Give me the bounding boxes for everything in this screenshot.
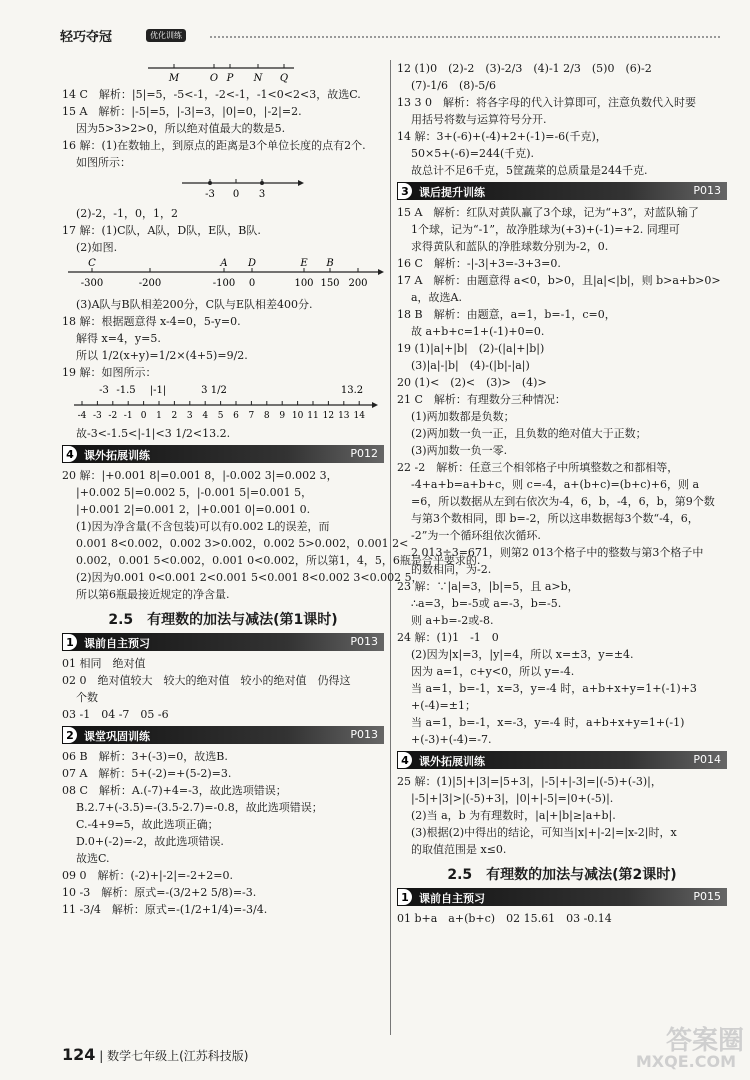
answer-line: 13 3 0 解析：将各字母的代入计算即可，注意负数代入时要 (397, 96, 696, 109)
section-number: 1 (397, 888, 413, 906)
answer-line: (3)|a|-|b| (4)-(|b|-|a|) (411, 359, 530, 372)
nl19-tick-label: -3 (93, 411, 102, 421)
answer-line: 18 B 解析：由题意，a=1，b=-1，c=0， (397, 308, 616, 321)
nl16-label: -3 (205, 189, 215, 200)
nl-label-m: M (168, 73, 180, 84)
answer-line: 16 C 解析：-|-3|+3=-3+3=0. (397, 257, 561, 270)
section-page: P014 (693, 753, 721, 766)
nl19-tick-label: -4 (77, 411, 87, 421)
answer-line: (2)两加数一负一正，且负数的绝对值大于正数； (411, 427, 647, 440)
answer-line: (2)因为|x|=3，|y|=4，所以 x=±3，y=±4. (411, 648, 634, 661)
nl17-team: D (247, 258, 257, 269)
answer-line: 15 A 解析：|-5|=5，|-3|=3，|0|=0，|-2|=2. (62, 105, 302, 118)
answer-line: -2”为一个循环组依次循环. (411, 529, 541, 542)
answer-line: (7)-1/6 (8)-5/6 (411, 79, 497, 92)
section-number: 4 (397, 751, 413, 769)
answer-line: |+0.002 5|=0.002 5，|-0.001 5|=0.001 5， (76, 486, 313, 499)
answer-line: 当 a=1，b=-1，x=-3，y=-4 时，a+b+x+y=1+(-1) (411, 716, 685, 729)
answer-line: 14 C 解析：|5|=5，-5<-1，-2<-1，-1<0<2<3，故选C. (62, 88, 361, 101)
section-number: 3 (397, 182, 413, 200)
nl17-team: E (300, 258, 308, 269)
section-bar-classroom (62, 726, 384, 744)
nl19-point: 3 1/2 (201, 385, 227, 396)
answer-line: 20 解：|+0.001 8|=0.001 8，|-0.002 3|=0.002 3， (62, 469, 338, 482)
watermark-logo: 答案圈 (665, 1026, 744, 1056)
nl17-team: B (326, 258, 334, 269)
answer-line: 17 A 解析：由题意得 a<0，b>0，且|a|<|b|，则 b>a+b>0> (397, 274, 721, 287)
section-title: 课前自主预习 (84, 637, 150, 650)
answer-line: 21 C 解析：有理数分三种情况： (397, 393, 566, 406)
nl17-num: 0 (248, 278, 256, 289)
answer-line: (2)-2，-1，0，1，2 (76, 207, 179, 220)
brand-tag: 优化训练 (146, 29, 186, 42)
section-page: P013 (350, 728, 378, 741)
number-line-17 (62, 258, 384, 294)
answer-line: 20 (1)< (2)< (3)> (4)> (397, 376, 547, 389)
answer-line: 08 C 解析：A.(-7)+4=-3，故此选项错误； (62, 784, 287, 797)
book-title: 数学七年级上(江苏科技版) (107, 1049, 249, 1063)
nl19-tick-label: 1 (156, 411, 162, 421)
header-rule (210, 36, 720, 38)
answer-line: 09 0 解析：(-2)+|-2|=-2+2=0. (62, 869, 233, 882)
answer-line: 所以第6瓶最接近规定的净含量. (76, 588, 230, 601)
answer-line: 22 -2 解析：任意三个相邻格子中所填整数之和都相等， (397, 461, 679, 474)
answer-line: C.-4+9=5，故此选项正确； (76, 818, 219, 831)
answer-line: 0.002，0.001 5<0.002，0.001 0<0.002，所以第1，4，5，6瓶是合乎要求的. (76, 554, 481, 567)
nl19-point: -1.5 (116, 385, 136, 396)
answer-line: (2)因为0.001 0<0.001 2<0.001 5<0.001 8<0.002 3<0.002 5， (76, 571, 423, 584)
answer-line: 因为 a=1，c+y<0，所以 y=-4. (411, 665, 575, 678)
nl17-num: -300 (80, 278, 104, 289)
page-number: 124 (62, 1045, 96, 1064)
nl19-tick-label: 4 (202, 411, 209, 421)
section-title: 课外拓展训练 (419, 755, 485, 768)
number-line-16 (62, 173, 384, 203)
nl19-tick-label: 12 (322, 411, 335, 421)
section-bar-extension (62, 445, 384, 463)
lesson-title-2: 2.5 有理数的加法与减法(第2课时) (447, 867, 677, 883)
answer-line: (3)A队与B队相差200分，C队与E队相差400分. (76, 298, 313, 311)
answer-line: 故总计不足6千克，5筐蔬菜的总质量是244千克. (411, 164, 648, 177)
nl17-team: C (88, 258, 96, 269)
answer-line: 1个球，记为“-1”，故净胜球为(+3)+(-1)=+2. 同理可 (411, 223, 680, 236)
answer-line: (3)根据(2)中得出的结论，可知当|x|+|-2|=|x-2|时，x (411, 826, 677, 839)
section-page: P013 (693, 184, 721, 197)
answer-line: +(-4)=±1； (411, 699, 476, 712)
nl19-tick-label: -2 (108, 411, 118, 421)
answer-line: 17 解：(1)C队，A队，D队，E队，B队. (62, 224, 261, 237)
answer-line: 2 013÷3=671，则第2 013个格子中的整数与第3个格子中 (411, 546, 704, 559)
answer-line: 19 解：如图所示： (62, 366, 157, 379)
nl-label-o: O (209, 73, 219, 84)
answer-line: 解得 x=4，y=5. (76, 332, 161, 345)
section-page: P013 (350, 635, 378, 648)
nl19-tick-label: 9 (279, 411, 286, 421)
answer-line: 07 A 解析：5+(-2)=+(5-2)=3. (62, 767, 232, 780)
answer-line: 的取值范围是 x≤0. (411, 843, 507, 856)
section-page: P012 (350, 447, 378, 460)
page-footer: 124 | 数学七年级上(江苏科技版) (62, 1045, 249, 1064)
answer-line: 用括号将数与运算符号分开. (411, 113, 547, 126)
answer-line: 15 A 解析：红队对黄队赢了3个球，记为“+3”，对蓝队输了 (397, 206, 699, 219)
answer-line: 14 解：3+(-6)+(-4)+2+(-1)=-6(千克)， (397, 130, 607, 143)
answer-line: 10 -3 解析：原式=-(3/2+2 5/8)=-3. (62, 886, 257, 899)
nl17-team: A (220, 258, 228, 269)
nl19-tick-label: 2 (171, 411, 178, 421)
section-number: 2 (62, 726, 78, 744)
answer-line: ∴a=3，b=-5或 a=-3，b=-5. (411, 597, 562, 610)
section-bar-after-class (397, 182, 727, 200)
brand-logo: 轻巧夺冠 (60, 30, 113, 45)
right-column (397, 60, 727, 927)
lesson-title: 2.5 有理数的加法与减法(第1课时) (108, 612, 338, 628)
nl19-tick-label: 10 (291, 411, 304, 421)
answer-line: 与第3个数相同，即 b=-2，所以这串数据每3个数“-4，6， (411, 512, 699, 525)
answer-line: 的数相同，为-2. (411, 563, 492, 576)
nl16-label: 3 (258, 189, 266, 200)
nl17-num: 100 (294, 278, 314, 289)
answer-line: 50×5+(-6)=244(千克). (411, 147, 535, 160)
answer-line: 01 b+a a+(b+c) 02 15.61 03 -0.14 (397, 912, 612, 925)
answer-line: |-5|+|3|>|(-5)+3|，|0|+|-5|=|0+(-5)|. (411, 792, 614, 805)
answer-line: 因为5>3>2>0，所以绝对值最大的数是5. (76, 122, 286, 135)
answer-line: (2)如图. (76, 241, 118, 254)
answer-line: |+0.001 2|=0.001 2，|+0.001 0|=0.001 0. (76, 503, 311, 516)
section-page: P015 (693, 890, 721, 903)
answer-line: a，故选A. (411, 291, 462, 304)
answer-line: +(-3)+(-4)=-7. (411, 733, 492, 746)
section-number: 1 (62, 633, 78, 651)
answer-line: 02 0 绝对值较大 较大的绝对值 较小的绝对值 仍得这 (62, 674, 351, 687)
answer-line: =6，所以数据从左到右依次为-4，6，b，-4，6，b，第9个数 (411, 495, 715, 508)
section-title: 课堂巩固训练 (84, 730, 150, 743)
answer-line: -4+a+b=a+b+c，则 c=-4，a+(b+c)=(b+c)+6，则 a (411, 478, 700, 491)
answer-line: 18 解：根据题意得 x-4=0，5-y=0. (62, 315, 241, 328)
section-number: 4 (62, 445, 78, 463)
section-title: 课后提升训练 (419, 186, 485, 199)
section-bar-preview (62, 633, 384, 651)
nl19-tick-label: 13 (338, 411, 350, 421)
nl19-tick-label: 8 (263, 411, 270, 421)
answer-line: 19 (1)|a|+|b| (2)-(|a|+|b|) (397, 342, 545, 355)
answer-line: 03 -1 04 -7 05 -6 (62, 708, 169, 721)
answer-line: 25 解：(1)|5|+|3|=|5+3|，|-5|+|-3|=|(-5)+(-3)|， (397, 775, 662, 788)
nl19-point: -3 (99, 385, 109, 396)
nl17-num: 200 (348, 278, 368, 289)
answer-line: (1)因为净含量(不含包装)可以有0.002 L的误差，而 (76, 520, 330, 533)
nl19-tick-label: 14 (353, 411, 365, 421)
nl-label-n: N (253, 73, 263, 84)
nl19-tick-label: 11 (307, 411, 319, 421)
answer-line: 01 相同 绝对值 (62, 657, 146, 670)
watermark-url: MXQE.COM (635, 1052, 736, 1071)
answer-line: 24 解：(1)1 -1 0 (397, 631, 499, 644)
nl19-tick-label: 3 (186, 411, 193, 421)
answer-line: 0.001 8<0.002，0.002 3>0.002，0.002 5>0.002，0.001 2< (76, 537, 409, 550)
nl17-num: -100 (212, 278, 236, 289)
answer-line: 如图所示： (76, 156, 131, 169)
section-title: 课外拓展训练 (84, 449, 150, 462)
section-bar-preview-2 (397, 888, 727, 906)
section-bar-extension-2 (397, 751, 727, 769)
answer-line: 23 解：∵|a|=3，|b|=5，且 a>b， (397, 580, 579, 593)
answer-line: 故 a+b+c=1+(-1)+0=0. (411, 325, 545, 338)
answer-line: (1)两加数都是负数； (411, 410, 515, 423)
nl-label-q: Q (279, 73, 289, 84)
answer-line: (2)当 a，b 为有理数时，|a|+|b|≥|a+b|. (411, 809, 616, 822)
answer-line: 所以 1/2(x+y)=1/2×(4+5)=9/2. (76, 349, 248, 362)
answer-line: 则 a+b=-2或-8. (411, 614, 494, 627)
answer-line: 11 -3/4 解析：原式=-(1/2+1/4)=-3/4. (62, 903, 268, 916)
answer-line: 求得黄队和蓝队的净胜球数分别为-2，0. (411, 240, 609, 253)
answer-line: 当 a=1，b=-1，x=3，y=-4 时，a+b+x+y=1+(-1)+3 (411, 682, 697, 695)
nl19-tick-label: 5 (217, 411, 224, 421)
answer-line: 16 解：(1)在数轴上，到原点的距离是3个单位长度的点有2个. (62, 139, 366, 152)
nl16-label: 0 (232, 189, 240, 200)
answer-line: 故选C. (76, 852, 110, 865)
answer-line: B.2.7+(-3.5)=-(3.5-2.7)=-0.8，故此选项错误； (76, 801, 323, 814)
number-line-19 (62, 383, 384, 423)
number-line-mopnq (62, 62, 384, 84)
answer-line: 12 (1)0 (2)-2 (3)-2/3 (4)-1 2/3 (5)0 (6)-2 (397, 62, 652, 75)
answer-line: D.0+(-2)=-2，故此选项错误. (76, 835, 224, 848)
section-title: 课前自主预习 (419, 892, 485, 905)
nl19-point: 13.2 (340, 385, 364, 396)
nl19-tick-label: 7 (248, 411, 255, 421)
nl-label-p: P (226, 73, 234, 84)
answer-line: 06 B 解析：3+(-3)=0，故选B. (62, 750, 228, 763)
nl19-tick-label: -1 (123, 411, 133, 421)
nl19-tick-label: 0 (140, 411, 147, 421)
answer-line: 故-3<-1.5<|-1|<3 1/2<13.2. (76, 427, 231, 440)
page-header (60, 26, 720, 46)
answer-line: 个数 (76, 691, 98, 704)
nl17-num: -200 (138, 278, 162, 289)
answer-line: (3)两加数一负一零. (411, 444, 508, 457)
nl17-num: 150 (320, 278, 340, 289)
nl19-tick-label: 6 (233, 411, 239, 421)
nl19-point: |-1| (149, 385, 167, 396)
